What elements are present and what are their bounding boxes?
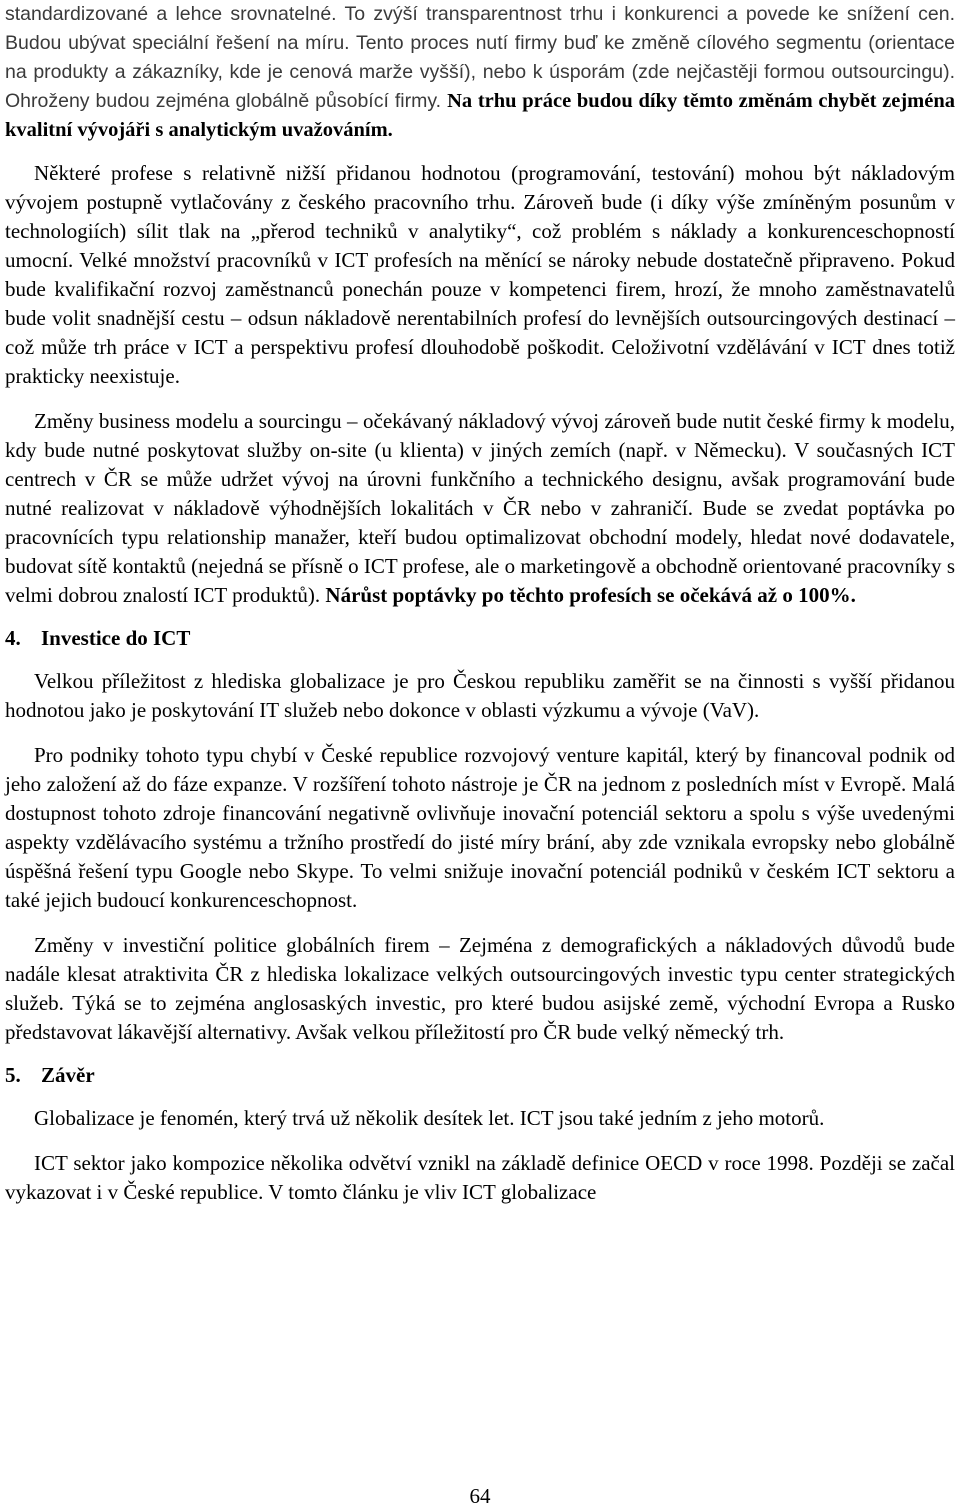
paragraph-zaver-1: Globalizace je fenomén, který trvá už několik desítek let. ICT jsou také jedním z jeho motorů. [34, 1106, 825, 1130]
paragraph-profese: Některé profese s relativně nižší přidanou hodnotou (programování, testování) mohou být nákladovým vývojem postupně vytlačovány z českého pracovního trhu. Zároveň bude (i díky výše zmíněným posunům v technologiích) sílit tlak na „přerod techniků v analytiky“, což problém s náklady a konkurenceschopností umocní. Velké množství pracovníků v ICT profesích na měnící se nároky nebude dostatečně připraveno. Pokud bude kvalifikační rozvoj zaměstnanců ponechán pouze v kompetenci firem, hrozí, že mnoho zaměstnavatelů bude volit snadnější cestu – odsun nákladově nerentabilních profesí do levnějších outsourcingových destinací – což může trh práce v ICT a perspektivu profesí dlouhodobě poškodit. Celoživotní vzdělávání v ICT dnes totiž prakticky neexistuje. [5, 161, 955, 388]
paragraph-investice-2: Pro podniky tohoto typu chybí v České republice rozvojový venture kapitál, který by financoval podnik od jeho založení až do fáze expanze. V rozšíření tohoto nástroje je ČR na jednom z posledních míst v Evropě. Malá dostupnost tohoto zdroje financování negativně ovlivňuje inovační potenciál sektoru a spolu s výše uvedenými aspekty vzdělávacího systému a tržního prostředí do jisté míry brání, aby zde vznikala evropsky nebo globálně úspěšná řešení typu Google nebo Skype. To velmi snižuje inovační potenciál podniků v českém ICT sektoru a také jejich budoucí konkurenceschopnost. [5, 743, 955, 912]
business-model-bold-text: Nárůst poptávky po těchto profesích se očekává až o 100%. [325, 583, 856, 607]
paragraph-investice-3: Změny v investiční politice globálních firem – Zejména z demografických a nákladových důvodů bude nadále klesat atraktivita ČR z hlediska lokalizace velkých outsourcingových investic typu center strategických služeb. Týká se to zejména anglosaských investic, pro které budou asijské země, východní Evropa a Rusko představovat lákavější alternativy. Avšak velkou příležitostí pro ČR bude velký německý trh. [5, 933, 955, 1044]
section-number: 5. [5, 1063, 21, 1087]
intro-text: standardizované a lehce srovnatelné. To zvýší transparentnost trhu i konkurenci a povede ke snížení cen. Budou ubývat speciální řešení na míru. Tento proces nutí firmy buď ke změně cílového segmentu (orientace na produkty a zákazníky, kde je cenová marže vyšší), nebo k úsporám (zde nejčastěji formou outsourcingu). Ohroženy budou zejména globálně působící firmy. [5, 3, 955, 112]
paragraph-investice-1: Velkou příležitost z hlediska globalizace je pro Českou republiku zaměřit se na činnosti s vyšší přidanou hodnotou jako je poskytování IT služeb nebo dokonce v oblasti výzkumu a vývoje (VaV). [5, 669, 955, 722]
document-page [5, 0, 955, 1207]
section-title: Závěr [41, 1063, 95, 1087]
intro-bold-text: Na trhu práce budou díky těmto změnám chybět zejména kvalitní vývojáři s analytickým uvažováním. [5, 90, 955, 141]
intro-paragraph [5, 0, 955, 145]
section-title: Investice do ICT [41, 626, 191, 650]
section-number: 4. [5, 626, 21, 650]
business-model-text: Změny business modelu a sourcingu – očekávaný nákladový vývoj zároveň bude nutit české firmy k modelu, kdy bude nutné poskytovat služby on-site (u klienta) v jiných zemích (např. v Německu). V současných ICT centrech v ČR se může udržet vývoj na úrovni funkčního a technického designu, avšak programování bude nutné realizovat v nákladově výhodnějších lokalitách v ČR nebo v zahraničí. Bude se zvedat poptávka po pracovnících typu relationship manažer, kteří budou optimalizovat obchodní modely, hledat nové dodavatele, budovat sítě kontaktů (nejedná se přísně o ICT profese, ale o marketingově a obchodně orientované pracovníky s velmi dobrou znalostí ICT produktů). [5, 409, 955, 607]
paragraph-zaver-2: ICT sektor jako kompozice několika odvětví vznikl na základě definice OECD v roce 1998. Později se začal vykazovat i v České republice. V tomto článku je vliv ICT globalizace [5, 1151, 955, 1204]
section-heading-investice [5, 624, 955, 653]
section-heading-zaver [5, 1061, 955, 1090]
paragraph-business-model [5, 407, 955, 610]
page-number: 64 [469, 1484, 491, 1508]
